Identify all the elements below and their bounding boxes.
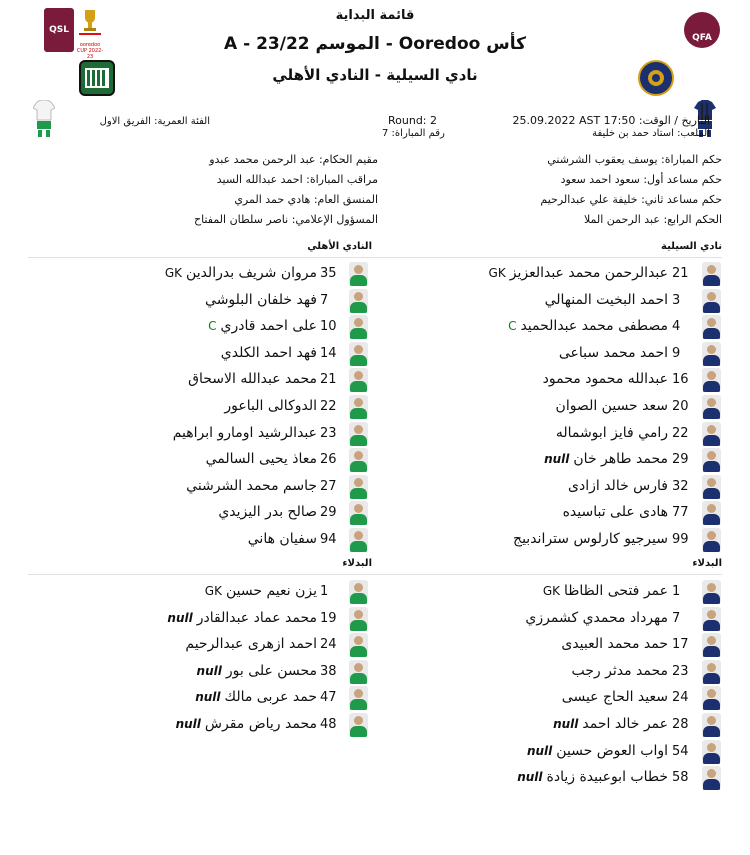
- null-tag: null: [553, 717, 579, 731]
- player-name: [206, 451, 317, 467]
- player-number: 29: [320, 505, 337, 521]
- player-row: [0, 528, 750, 554]
- player-row: [0, 660, 750, 686]
- match-datetime: [512, 114, 710, 127]
- player-name-text: سعيد الحاج عيسى: [561, 689, 668, 706]
- player-photo-icon: [349, 713, 368, 737]
- player-name-text: جاسم محمد الشرشني: [186, 477, 317, 494]
- document-title: قائمة البداية: [335, 8, 415, 23]
- player-name: [194, 663, 317, 679]
- player-name-text: حمد عربى مالك: [224, 689, 317, 706]
- player-name-text: سعد حسين الصوان: [555, 398, 668, 414]
- player-number: 29: [672, 452, 689, 468]
- player-number: 48: [320, 717, 337, 732]
- player-name-text: الدوكالى الباعور: [224, 398, 317, 414]
- player-name-text: يزن نعيم حسين: [225, 583, 317, 599]
- age-group: الفئة العمرية: الفريق الاول: [99, 116, 210, 127]
- null-tag: null: [167, 610, 193, 625]
- venue-value: استاد حمد بن خليفة: [592, 128, 674, 139]
- player-photo-icon: [702, 740, 721, 764]
- player-name: [164, 610, 317, 626]
- player-row: [0, 740, 750, 766]
- player-number: 19: [320, 610, 337, 626]
- player-number: 27: [320, 478, 337, 494]
- player-name: [202, 583, 317, 599]
- player-name: [173, 716, 317, 732]
- null-tag: null: [196, 663, 222, 678]
- player-photo-icon: [349, 580, 368, 604]
- player-number: 24: [320, 637, 337, 653]
- venue: [592, 128, 710, 139]
- player-name: [218, 504, 317, 520]
- player-name: [162, 265, 317, 281]
- player-number: 14: [320, 345, 337, 361]
- player-name: [205, 318, 317, 334]
- player-name-text: خطاب ابوعبيدة زيادة: [546, 769, 668, 786]
- player-name-text: سفيان هاني: [247, 531, 317, 547]
- player-row: [0, 289, 750, 315]
- null-tag: null: [517, 770, 543, 785]
- player-number: 28: [672, 717, 689, 732]
- player-name: [192, 689, 317, 705]
- official: مراقب المباراة: احمد عبدالله السيد: [216, 173, 378, 186]
- null-tag: null: [544, 452, 570, 467]
- player-photo-icon: [349, 607, 368, 631]
- away-kit-icon: [33, 100, 55, 138]
- player-photo-icon: [702, 766, 721, 790]
- player-name-text: رامي فايز ابوشماله: [555, 424, 668, 441]
- player-name-text: محمد رياض مقرش: [204, 716, 317, 732]
- null-tag: null: [526, 743, 553, 758]
- match-number: رقم المباراة: 7: [382, 128, 445, 139]
- official: مقيم الحكام: عبد الرحمن محمد عبدو: [209, 153, 378, 166]
- player-row: [0, 395, 750, 421]
- player-name: [185, 636, 317, 652]
- al-sailiya-crest: [638, 60, 674, 96]
- player-number: 24: [672, 690, 689, 706]
- player-number: 47: [320, 690, 337, 706]
- player-name: [205, 292, 317, 308]
- datetime-label: التاريخ / الوقت:: [638, 114, 710, 127]
- player-name-text: فهد احمد الكلدي: [220, 344, 317, 361]
- player-name-text: محمد عماد عبدالقادر: [196, 609, 317, 626]
- player-row: [0, 475, 750, 501]
- player-photo-icon: [349, 501, 368, 525]
- player-name-text: عمر فتحى الظاظا: [563, 583, 668, 599]
- player-name-text: عبدالله محمود محمود: [542, 371, 668, 388]
- player-number: 7: [672, 610, 681, 626]
- captain-tag: C: [508, 319, 517, 334]
- player-name-text: محمد مدثر رجب: [571, 662, 668, 679]
- official: الحكم الرابع: عبد الرحمن الملا: [583, 213, 722, 226]
- qfa-logo-text: QFA: [692, 33, 712, 43]
- official: المسؤول الإعلامي: ناصر سلطان المفتاح: [193, 213, 378, 226]
- round-label: Round: 2: [388, 114, 438, 127]
- player-photo-icon: [349, 262, 368, 286]
- player-name-text: عبدالرحمن محمد عبدالعزيز: [509, 265, 668, 281]
- player-photo-icon: [349, 528, 368, 552]
- player-number: 23: [320, 425, 337, 441]
- home-subs-title: البدلاء: [692, 558, 722, 569]
- player-number: 1: [672, 584, 681, 599]
- player-name-text: محمد طاهر خان: [573, 451, 668, 468]
- player-row: [0, 448, 750, 474]
- player-name-text: صالح بدر اليزيدي: [218, 504, 317, 521]
- player-number: 10: [320, 319, 337, 335]
- goalkeeper-tag: GK: [542, 584, 560, 598]
- trophy-icon: [76, 8, 104, 60]
- player-number: 3: [672, 292, 681, 308]
- player-name-text: عبدالرشيد اومارو ابراهيم: [172, 424, 317, 441]
- player-number: 99: [672, 532, 689, 547]
- player-number: 21: [320, 372, 337, 388]
- official: حكم المباراة: يوسف يعقوب الشرشني: [547, 153, 722, 166]
- player-name-text: عمر خالد احمد: [582, 716, 668, 732]
- away-subs-title: البدلاء: [342, 558, 372, 569]
- subs-divider: [28, 574, 722, 575]
- player-name-text: مهرداد محمدي كشمرزي: [525, 609, 668, 626]
- cup-season-line: كأس Ooredoo - الموسم 23/22 - A: [224, 34, 526, 54]
- player-photo-icon: [349, 289, 368, 313]
- goalkeeper-tag: GK: [164, 266, 183, 280]
- player-row: [0, 580, 750, 606]
- home-team-name: نادي السيلية: [661, 241, 722, 252]
- starters-divider: [28, 257, 722, 258]
- player-name-text: محمد عبدالله الاسحاق: [188, 371, 317, 388]
- qsl-logo-mark: QSL: [44, 8, 74, 52]
- player-number: 21: [672, 266, 689, 281]
- player-number: 7: [320, 292, 329, 308]
- player-name: [188, 371, 317, 387]
- player-number: 9: [672, 345, 681, 361]
- player-photo-icon: [349, 475, 368, 499]
- player-row: [0, 713, 750, 739]
- player-photo-icon: [349, 368, 368, 392]
- player-name: [248, 531, 317, 547]
- player-row: [0, 501, 750, 527]
- player-name-text: حمد محمد العبيدى: [561, 636, 668, 653]
- player-name: [524, 743, 668, 759]
- player-name-text: مروان شريف بدرالدين: [186, 265, 317, 281]
- player-name-text: على احمد قادري: [220, 318, 317, 335]
- captain-tag: C: [208, 319, 217, 334]
- player-name-text: مصطفى محمد عبدالحميد: [520, 318, 668, 335]
- player-photo-icon: [349, 315, 368, 339]
- al-ahli-crest: [79, 60, 115, 96]
- player-number: 23: [672, 663, 689, 679]
- player-row: [0, 633, 750, 659]
- player-name: [173, 425, 317, 441]
- official: حكم مساعد أول: سعود احمد سعود: [560, 173, 722, 186]
- player-number: 16: [672, 372, 689, 388]
- player-number: 35: [320, 266, 337, 281]
- qfa-logo: [684, 12, 720, 48]
- match-title: نادي السيلية - النادي الأهلي: [272, 66, 478, 84]
- null-tag: null: [195, 690, 221, 705]
- player-name-text: معاذ يحيى السالمي: [205, 451, 317, 468]
- player-name-text: اواب العوض حسين: [556, 742, 668, 759]
- datetime-value: 25.09.2022 AST 17:50: [512, 114, 636, 127]
- player-photo-icon: [349, 633, 368, 657]
- player-number: 26: [320, 452, 337, 468]
- null-tag: null: [175, 717, 201, 731]
- player-photo-icon: [349, 448, 368, 472]
- player-number: 54: [672, 743, 689, 759]
- player-photo-icon: [349, 686, 368, 710]
- goalkeeper-tag: GK: [204, 584, 222, 598]
- player-row: [0, 422, 750, 448]
- player-photo-icon: [349, 395, 368, 419]
- venue-label: الملعب:: [677, 128, 710, 139]
- player-number: 94: [320, 532, 337, 547]
- player-row: [0, 686, 750, 712]
- player-row: [0, 342, 750, 368]
- player-row: [0, 766, 750, 792]
- player-name-text: احمد البخيت المنهالي: [544, 291, 668, 308]
- player-photo-icon: [349, 660, 368, 684]
- player-name-text: فارس خالد ازادى: [568, 477, 668, 494]
- officials-left: [78, 150, 378, 230]
- player-name: [186, 478, 317, 494]
- player-name: [221, 345, 317, 361]
- qsl-logo: [44, 8, 104, 60]
- player-number: 58: [672, 770, 689, 786]
- player-row: [0, 607, 750, 633]
- player-number: 38: [320, 663, 337, 679]
- player-name-text: احمد محمد سباعى: [558, 344, 668, 361]
- player-number: 32: [672, 478, 689, 494]
- player-name-text: هادى على تباسيده: [562, 504, 668, 521]
- player-name-text: سيرجيو كارلوس ستراندبيج: [513, 531, 668, 547]
- ooredoo-cup-label: ooredoo CUP 2022-23: [76, 42, 104, 60]
- player-number: 22: [672, 425, 689, 441]
- player-number: 22: [320, 399, 337, 414]
- player-name: [224, 398, 317, 414]
- player-name: [514, 769, 668, 785]
- goalkeeper-tag: GK: [488, 266, 506, 280]
- official: حكم مساعد ثاني: خليفة علي عبدالرحيم: [540, 193, 722, 206]
- player-photo-icon: [349, 422, 368, 446]
- player-row: [0, 368, 750, 394]
- player-number: 1: [320, 584, 329, 599]
- officials-right: [422, 150, 722, 230]
- player-number: 4: [672, 319, 681, 335]
- official: المنسق العام: هادي حمد المري: [234, 193, 378, 206]
- player-row: [0, 262, 750, 288]
- player-number: 77: [672, 505, 689, 521]
- away-team-name: النادي الأهلي: [307, 241, 372, 252]
- player-name-text: احمد ازهرى عبدالرحيم: [185, 636, 317, 653]
- player-row: [0, 315, 750, 341]
- player-name-text: فهد خلفان البلوشي: [205, 291, 317, 308]
- player-name-text: محسن على بور: [225, 662, 317, 679]
- player-photo-icon: [349, 342, 368, 366]
- player-number: 17: [672, 637, 689, 653]
- player-number: 20: [672, 399, 689, 414]
